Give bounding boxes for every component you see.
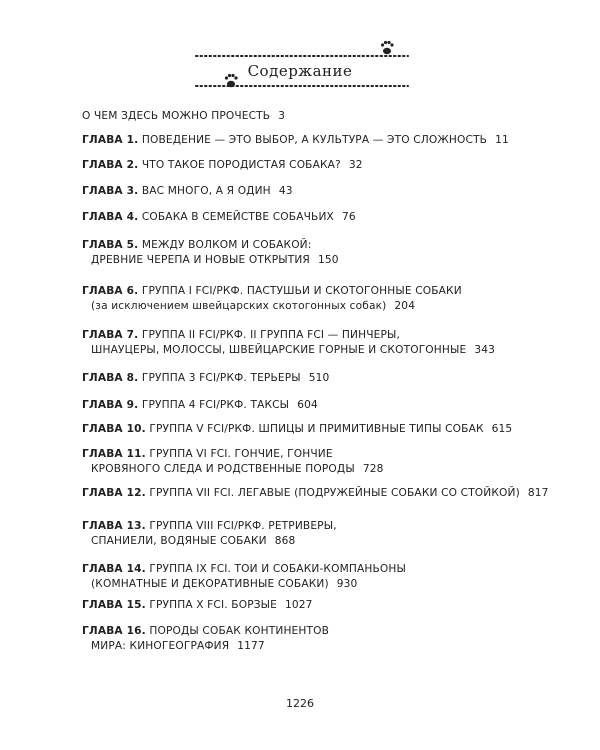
toc-page-number: 204 (394, 300, 416, 312)
chapter-label: ГЛАВА 7. (82, 329, 139, 341)
toc-page-number: 3 (278, 110, 286, 122)
toc-page-number: 43 (278, 185, 293, 197)
chapter-label: ГЛАВА 4. (82, 211, 139, 223)
chapter-label: ГЛАВА 13. (82, 520, 146, 532)
toc-page-number: 615 (491, 423, 513, 435)
toc-entry[interactable] (82, 158, 528, 173)
chapter-label: ГЛАВА 10. (82, 423, 146, 435)
chapter-label: ГЛАВА 2. (82, 159, 139, 171)
toc-page-number: 76 (341, 211, 356, 223)
toc-entry[interactable] (82, 133, 528, 148)
toc-entry[interactable] (82, 486, 549, 501)
toc-page-number: 32 (348, 159, 363, 171)
toc-page-number: 604 (297, 399, 318, 411)
toc-entry-text: О ЧЕМ ЗДЕСЬ МОЖНО ПРОЧЕСТЬ (82, 110, 271, 122)
toc-entry-text: ГЛАВА 16. ПОРОДЫ СОБАК КОНТИНЕНТОВ (82, 625, 330, 637)
toc-entry[interactable] (82, 371, 528, 386)
chapter-label: ГЛАВА 16. (82, 625, 146, 637)
toc-entry-text: ГЛАВА 6. ГРУППА I FCI/РКФ. ПАСТУШЬИ И СКОТОГОННЫЕ СОБАКИ (82, 285, 462, 297)
toc-page-number: 728 (362, 463, 384, 475)
toc-entry[interactable] (82, 519, 528, 549)
toc-entry[interactable] (82, 624, 528, 654)
toc-entry-text: ШНАУЦЕРЫ, МОЛОССЫ, ШВЕЙЦАРСКИЕ ГОРНЫЕ И СКОТОГОННЫЕ (91, 344, 467, 356)
header-ornament (0, 0, 600, 110)
chapter-label: ГЛАВА 15. (82, 599, 146, 611)
toc-entry-text: (за исключением швейцарских скотогонных собак) (91, 300, 387, 312)
toc-entry-text: ГЛАВА 12. ГРУППА VII FCI. ЛЕГАВЫЕ (ПОДРУЖЕЙНЫЕ СОБАКИ СО СТОЙКОЙ) (82, 487, 520, 499)
toc-entry[interactable] (82, 447, 528, 477)
toc-entry-text: ГЛАВА 11. ГРУППА VI FCI. ГОНЧИЕ, ГОНЧИЕ (82, 448, 333, 460)
toc-page-number: 11 (495, 134, 509, 146)
page-title: Содержание (247, 62, 353, 80)
toc-page-number: 930 (336, 578, 358, 590)
toc-entry[interactable] (82, 398, 528, 413)
toc-entry[interactable] (82, 210, 528, 225)
chapter-label: ГЛАВА 8. (82, 372, 139, 384)
chapter-label: ГЛАВА 9. (82, 399, 139, 411)
toc-entry-text: МИРА: КИНОГЕОГРАФИЯ (91, 640, 230, 652)
chapter-label: ГЛАВА 6. (82, 285, 139, 297)
toc-entry-text: ГЛАВА 3. ВАС МНОГО, А Я ОДИН (82, 185, 271, 197)
toc-entry-text: ГЛАВА 2. ЧТО ТАКОЕ ПОРОДИСТАЯ СОБАКА? (82, 159, 341, 171)
toc-entry-text: ГЛАВА 4. СОБАКА В СЕМЕЙСТВЕ СОБАЧЬИХ (82, 211, 334, 223)
toc-page-number: 868 (274, 535, 296, 547)
toc-entry-text: ДРЕВНИЕ ЧЕРЕПА И НОВЫЕ ОТКРЫТИЯ (91, 254, 310, 266)
toc-entry-text: ГЛАВА 15. ГРУППА X FCI. БОРЗЫЕ (82, 599, 278, 611)
chapter-label: ГЛАВА 11. (82, 448, 146, 460)
toc-entry[interactable] (82, 562, 528, 592)
toc-entry-text: (КОМНАТНЫЕ И ДЕКОРАТИВНЫЕ СОБАКИ) (91, 578, 329, 590)
toc-page-number: 510 (308, 372, 330, 384)
paw-print-icon (381, 41, 394, 54)
toc-entry[interactable] (82, 284, 528, 314)
toc-entry[interactable] (82, 328, 528, 358)
toc-page-number: 817 (527, 487, 549, 499)
toc-entry[interactable] (82, 109, 528, 124)
section-header (0, 0, 600, 110)
toc-entry[interactable] (82, 238, 528, 268)
toc-entry-text: ГЛАВА 9. ГРУППА 4 FCI/РКФ. ТАКСЫ (82, 399, 290, 411)
toc-entry-text: ГЛАВА 8. ГРУППА 3 FCI/РКФ. ТЕРЬЕРЫ (82, 372, 301, 384)
toc-entry-text: ГЛАВА 7. ГРУППА II FCI/РКФ. II ГРУППА FCI — ПИНЧЕРЫ, (82, 329, 401, 341)
page-number: 1226 (286, 697, 314, 710)
toc-entry[interactable] (82, 422, 528, 437)
chapter-label: ГЛАВА 12. (82, 487, 146, 499)
toc-page-number: 343 (474, 344, 496, 356)
toc-page-number: 1177 (237, 640, 265, 652)
toc-entry-text: ГЛАВА 14. ГРУППА IX FCI. ТОИ И СОБАКИ-КОМПАНЬОНЫ (82, 563, 407, 575)
chapter-label: ГЛАВА 3. (82, 185, 139, 197)
toc-entry-text: ГЛАВА 13. ГРУППА VIII FCI/РКФ. РЕТРИВЕРЫ, (82, 520, 337, 532)
toc-entry[interactable] (82, 598, 528, 613)
chapter-label: ГЛАВА 14. (82, 563, 146, 575)
chapter-label: ГЛАВА 1. (82, 134, 139, 146)
toc-entry-text: ГЛАВА 5. МЕЖДУ ВОЛКОМ И СОБАКОЙ: (82, 239, 312, 251)
toc-entry-text: КРОВЯНОГО СЛЕДА И РОДСТВЕННЫЕ ПОРОДЫ (91, 463, 355, 475)
toc-page-number: 150 (317, 254, 339, 266)
toc-entry-text: ГЛАВА 1. ПОВЕДЕНИЕ — ЭТО ВЫБОР, А КУЛЬТУРА — ЭТО СЛОЖНОСТЬ (82, 134, 488, 146)
toc-entry-text: СПАНИЕЛИ, ВОДЯНЫЕ СОБАКИ (91, 535, 267, 547)
toc-entry[interactable] (82, 184, 528, 199)
toc-page-number: 1027 (285, 599, 313, 611)
chapter-label: ГЛАВА 5. (82, 239, 139, 251)
toc-entry-text: ГЛАВА 10. ГРУППА V FCI/РКФ. ШПИЦЫ И ПРИМИТИВНЫЕ ТИПЫ СОБАК (82, 423, 484, 435)
